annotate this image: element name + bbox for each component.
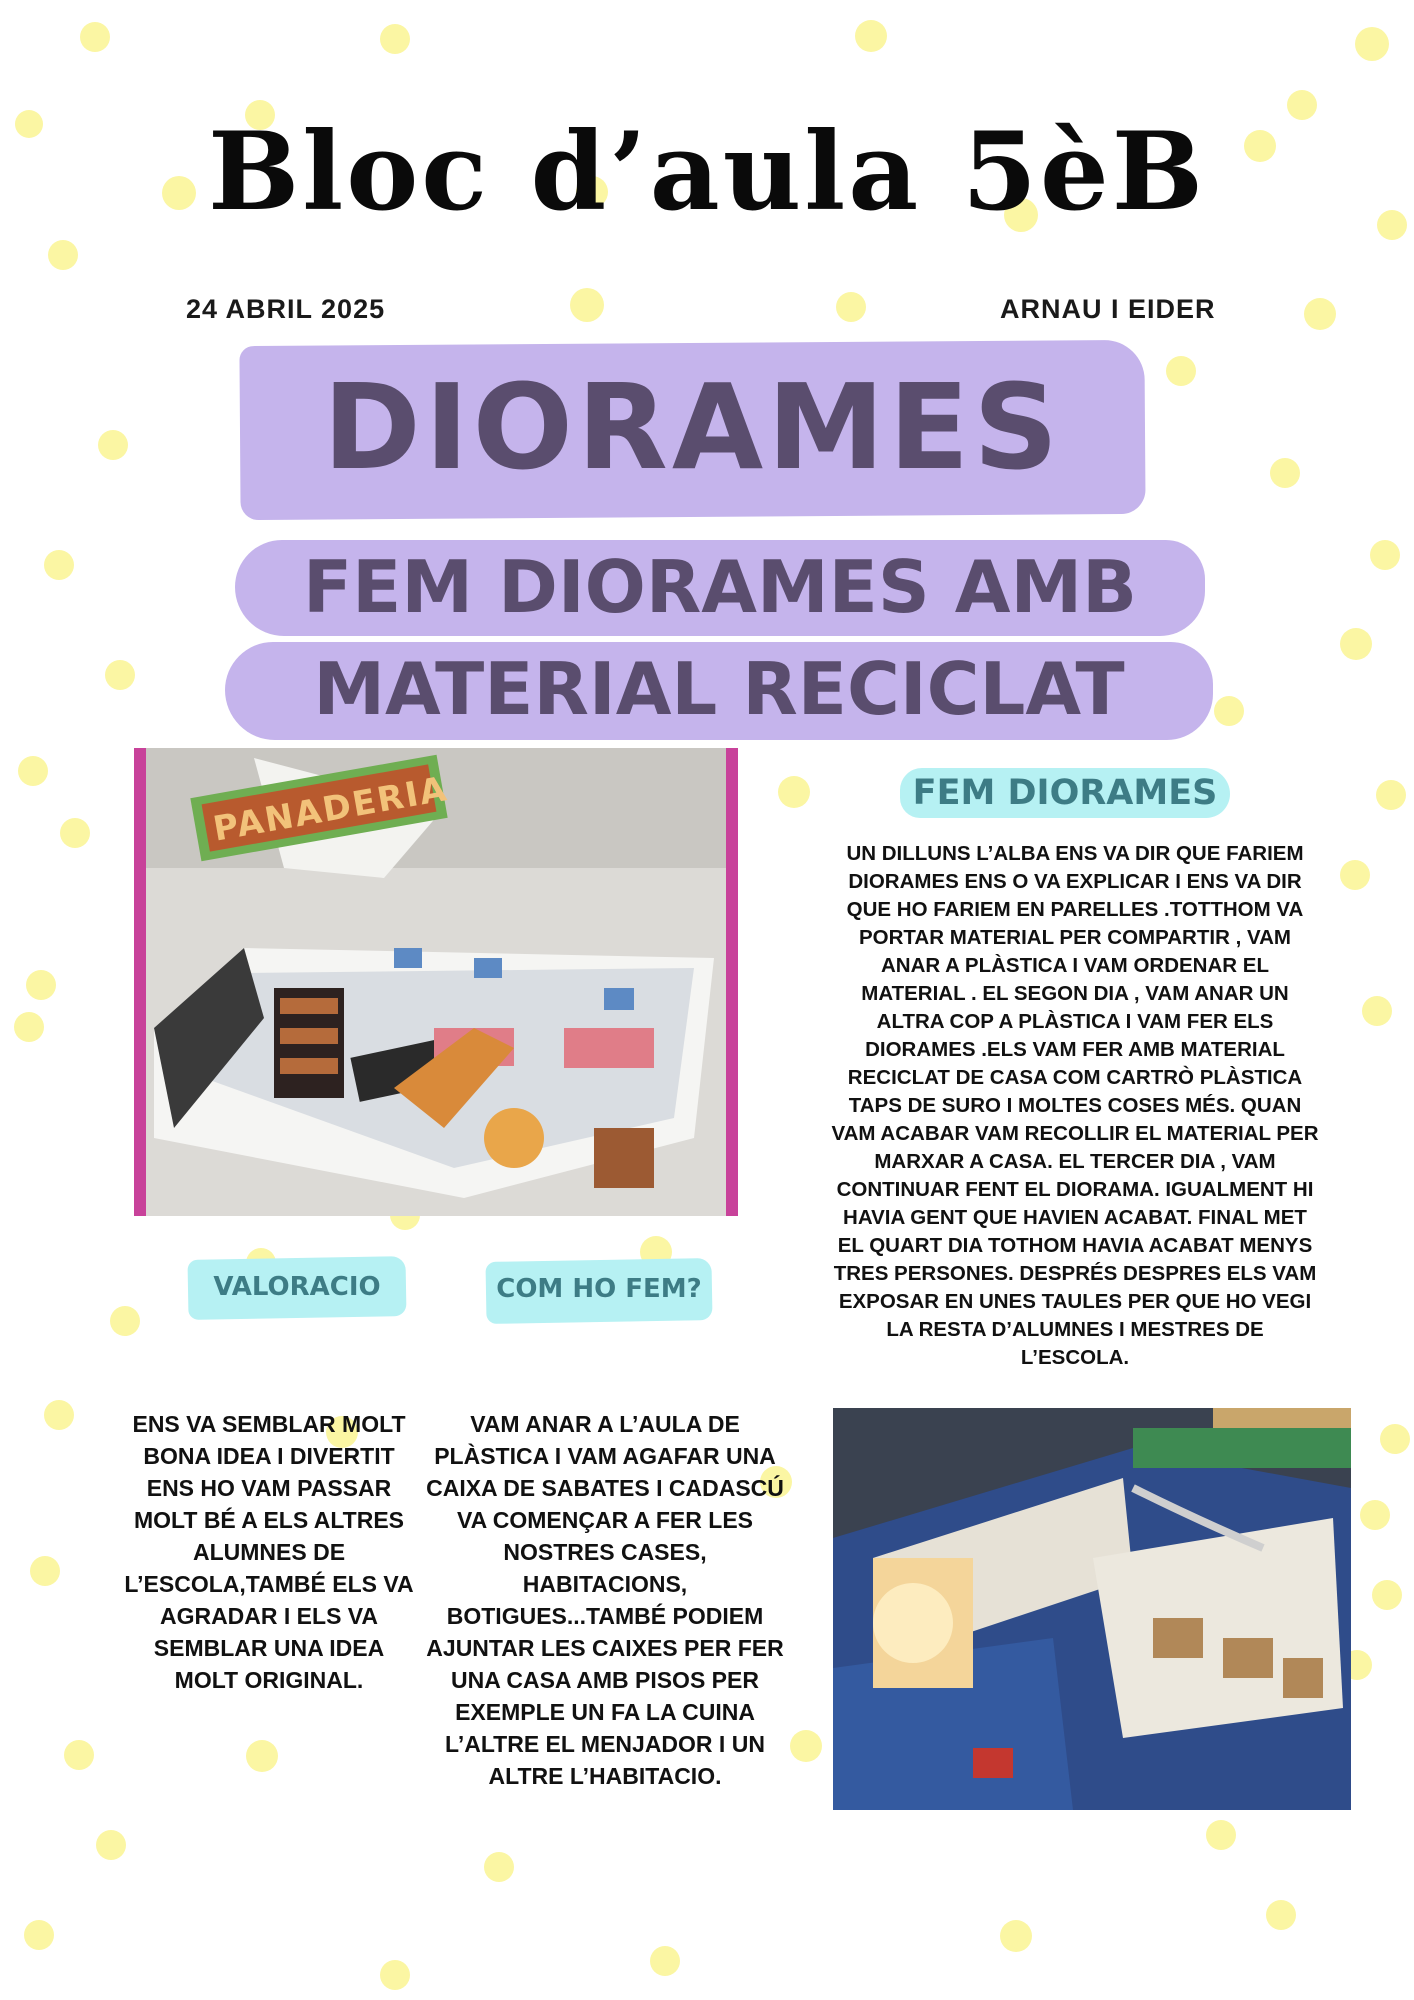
- decorative-dot: [380, 24, 410, 54]
- decorative-dot: [1372, 1580, 1402, 1610]
- decorative-dot: [650, 1946, 680, 1976]
- decorative-dot: [1304, 298, 1336, 330]
- decorative-dot: [855, 20, 887, 52]
- valoracio-heading: VALORACIO: [213, 1272, 381, 1302]
- decorative-dot: [1380, 1424, 1410, 1454]
- decorative-dot: [48, 240, 78, 270]
- decorative-dot: [30, 1556, 60, 1586]
- decorative-dot: [570, 288, 604, 322]
- com-ho-fem-text: VAM ANAR A L’AULA DE PLÀSTICA I VAM AGAFAR UNA CAIXA DE SABATES I CADASCÚ VA COMENÇAR A FER LES NOSTRES CASES, HABITACIONS, BOTIGUES...TAMBÉ PODIEM AJUNTAR LES CAIXES PER FER UNA CASA AMB PISOS PER EXEMPLE UN FA LA CUINA L’ALTRE EL MENJADOR I UN ALTRE L’HABITACIO.: [426, 1411, 784, 1789]
- decorative-dot: [1270, 458, 1300, 488]
- decorative-dot: [44, 1400, 74, 1430]
- decorative-dot: [96, 1830, 126, 1860]
- decorative-dot: [1266, 1900, 1296, 1930]
- fem-diorames-heading: FEM DIORAMES: [912, 773, 1218, 813]
- decorative-dot: [1370, 540, 1400, 570]
- decorative-dot: [14, 1012, 44, 1042]
- subtitle-line-2: MATERIAL RECICLAT: [313, 647, 1125, 731]
- decorative-dot: [1360, 1500, 1390, 1530]
- decorative-dot: [64, 1740, 94, 1770]
- decorative-dot: [44, 550, 74, 580]
- decorative-dot: [246, 1740, 278, 1772]
- decorative-dot: [1362, 996, 1392, 1026]
- decorative-dot: [98, 430, 128, 460]
- decorative-dot: [110, 1306, 140, 1336]
- decorative-dot: [484, 1852, 514, 1882]
- decorative-dot: [1340, 860, 1370, 890]
- decorative-dot: [778, 776, 810, 808]
- fem-diorames-text: UN DILLUNS L’ALBA ENS VA DIR QUE FARIEM DIORAMES ENS O VA EXPLICAR I ENS VA DIR QUE HO FARIEM EN PARELLES .TOTTHOM VA PORTAR MATERIAL PER COMPARTIR , VAM ANAR A PLÀSTICA I VAM ORDENAR EL MATERIAL . EL SEGON DIA , VAM ANAR UN ALTRA COP A PLÀSTICA I VAM FER ELS DIORAMES .ELS VAM FER AMB MATERIAL RECICLAT DE CASA COM CARTRÒ PLÀSTICA TAPS DE SURO I MOLTES COSES MÉS. QUAN VAM ACABAR VAM RECOLLIR EL MATERIAL PER MARXAR A CASA. EL TERCER DIA , VAM CONTINUAR FENT EL DIORAMA. IGUALMENT HI HAVIA GENT QUE HAVIEN ACABAT. FINAL MET EL QUART DIA TOTHOM HAVIA ACABAT MENYS TRES PERSONES. DESPRÉS DESPRES ELS VAM EXPOSAR EN UNES TAULES PER QUE HO VEGI LA RESTA D’ALUMNES I MESTRES DE L’ESCOLA.: [831, 842, 1319, 1369]
- decorative-dot: [790, 1730, 822, 1762]
- bakery-sign-text: PANADERIA: [210, 769, 452, 850]
- decorative-dot: [1206, 1820, 1236, 1850]
- decorative-dot: [1340, 628, 1372, 660]
- main-headline: DIORAMES: [322, 358, 1063, 496]
- decorative-dot: [18, 756, 48, 786]
- valoracio-text: ENS VA SEMBLAR MOLT BONA IDEA I DIVERTIT ENS HO VAM PASSAR MOLT BÉ A ELS ALTRES ALUMNES DE L’ESCOLA,TAMBÉ ELS VA AGRADAR I ELS VA SEMBLAR UNA IDEA MOLT ORIGINAL.: [124, 1411, 414, 1693]
- decorative-dot: [24, 1920, 54, 1950]
- decorative-dot: [105, 660, 135, 690]
- cardboard-diorama-photo: [833, 1408, 1351, 1810]
- decorative-dot: [380, 1960, 410, 1990]
- decorative-dot: [836, 292, 866, 322]
- decorative-dot: [1214, 696, 1244, 726]
- com-ho-fem-heading: COM HO FEM?: [496, 1274, 702, 1304]
- authors: ARNAU I EIDER: [1000, 294, 1216, 324]
- masthead-title: Bloc d’aula 5èB: [207, 109, 1207, 235]
- decorative-dot: [1000, 1920, 1032, 1952]
- decorative-dot: [1355, 27, 1389, 61]
- cardboard-diorama-illustration: [833, 1408, 1351, 1810]
- decorative-dot: [26, 970, 56, 1000]
- decorative-dot: [60, 818, 90, 848]
- issue-date: 24 ABRIL 2025: [186, 294, 386, 324]
- subtitle-line-1: FEM DIORAMES AMB: [302, 545, 1137, 629]
- decorative-dot: [1376, 780, 1406, 810]
- decorative-dot: [1287, 90, 1317, 120]
- decorative-dot: [80, 22, 110, 52]
- decorative-dot: [1166, 356, 1196, 386]
- bakery-diorama-photo: [134, 748, 738, 1216]
